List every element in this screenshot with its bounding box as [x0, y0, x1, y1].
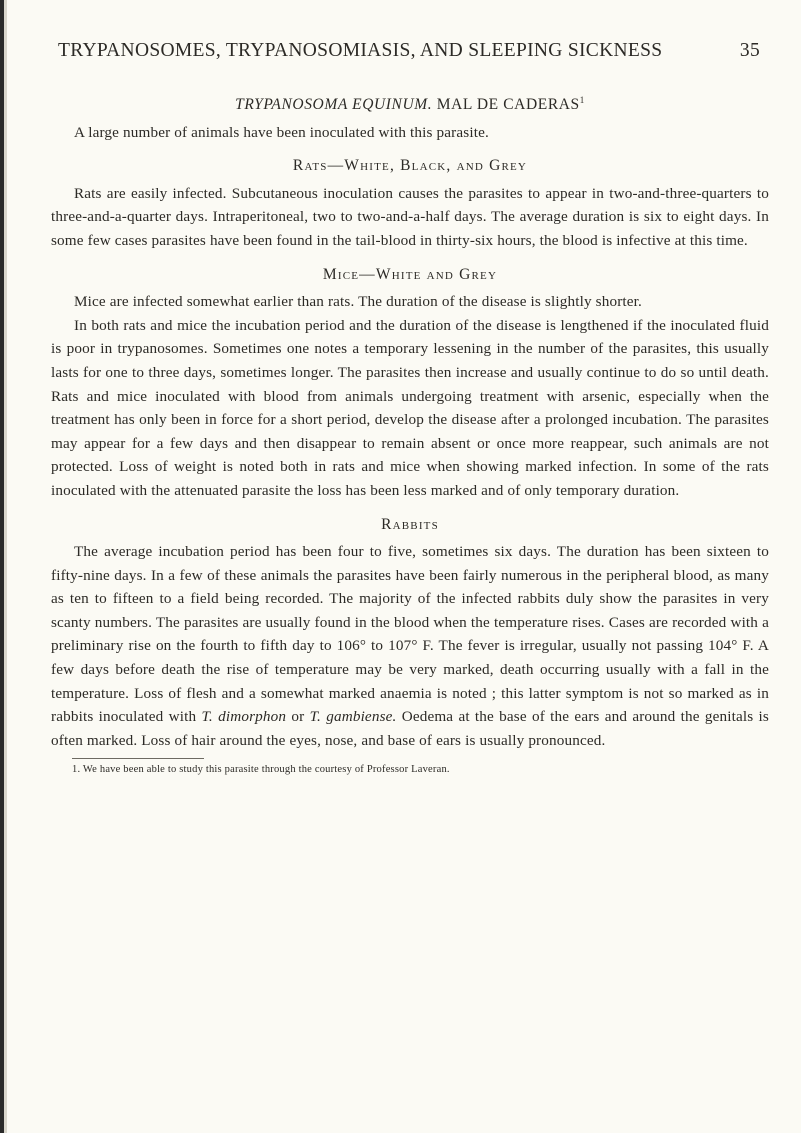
scan-binding-shadow	[4, 0, 7, 1133]
intro-paragraph: A large number of animals have been inoculated with this parasite.	[74, 123, 489, 141]
page-number: 35	[739, 40, 760, 61]
rabbits-connector: or	[286, 708, 310, 726]
mice-paragraph-1: Mice are infected somewhat earlier than rats. The duration of the disease is slightly shorter.	[74, 293, 642, 311]
footnote: 1. We have been able to study this parasite through the courtesy of Professor Laveran.	[72, 764, 450, 776]
rats-paragraph: Rats are easily infected. Subcutaneous inoculation causes the parasites to appear in two-and-three-quarters to three-and-a-quarter days. Intraperitoneal, two to two-and-a-half days. The average duration is six to eight days. In some few cases parasites have been found in the tail-blood in thirty-six hours, the blood is infective at this time.	[51, 184, 769, 249]
article-title	[51, 93, 769, 117]
title-disease: MAL DE CADERAS	[432, 96, 580, 113]
page-body	[51, 93, 769, 777]
section-heading-rabbits: Rabbits	[381, 515, 439, 533]
running-title: TRYPANOSOMES, TRYPANOSOMIASIS, AND SLEEPING SICKNESS	[58, 40, 663, 61]
rabbits-text-2: Oedema at the base of the ears and around the genitals is often marked. Loss of hair around the eyes, nose, and base of ears is usually pronounced.	[51, 708, 769, 749]
rabbits-text-1: The average incubation period has been four to five, sometimes six days. The duration has been sixteen to fifty-nine days. In a few of these animals the parasites have been fairly numerous in the peripheral blood, as many as ten to fifteen to a field being recorded. The majority of the infected rabbits duly show the parasites in very scanty numbers. The parasites are usually found in the blood when the temperature rises. Cases are recorded with a preliminary rise on the fourth to fifth day to 106° to 107° F. The fever is irregular, usually not passing 104° F. A few days before death the rise of temperature may be very marked, death occurring usually with a fall in the temperature. Loss of flesh and a somewhat marked anaemia is noted ; this latter symptom is not so marked as in rabbits inoculated with	[51, 543, 769, 726]
running-head	[58, 40, 760, 62]
mice-paragraph-2: In both rats and mice the incubation period and the duration of the disease is lengthened if the inoculated fluid is poor in trypanosomes. Sometimes one notes a temporary lessening in the number of the parasites, this usually lasts for one to three days, sometimes longer. The parasites then increase and usually continue to do so until death. Rats and mice inoculated with blood from animals undergoing treatment with arsenic, especially when the treatment has only been in force for a short period, develop the disease after a prolonged incubation. The parasites may appear for a few days and then disappear to remain absent or once more reappear, such animals are not protected. Loss of weight is noted both in rats and mice when showing marked infection. In some of the rats inoculated with the attenuated parasite the loss has been less marked and of only temporary duration.	[51, 316, 769, 499]
title-species: TRYPANOSOMA EQUINUM.	[235, 96, 433, 113]
species-dimorphon: T. dimorphon	[201, 708, 287, 726]
footnote-rule	[72, 758, 204, 759]
footnote-marker: 1	[579, 94, 585, 105]
rabbits-paragraph	[51, 540, 769, 752]
section-heading-mice: Mice—White and Grey	[322, 265, 498, 283]
section-heading-rats: Rats—White, Black, and Grey	[292, 157, 528, 175]
species-gambiense: T. gambiense.	[309, 708, 397, 726]
